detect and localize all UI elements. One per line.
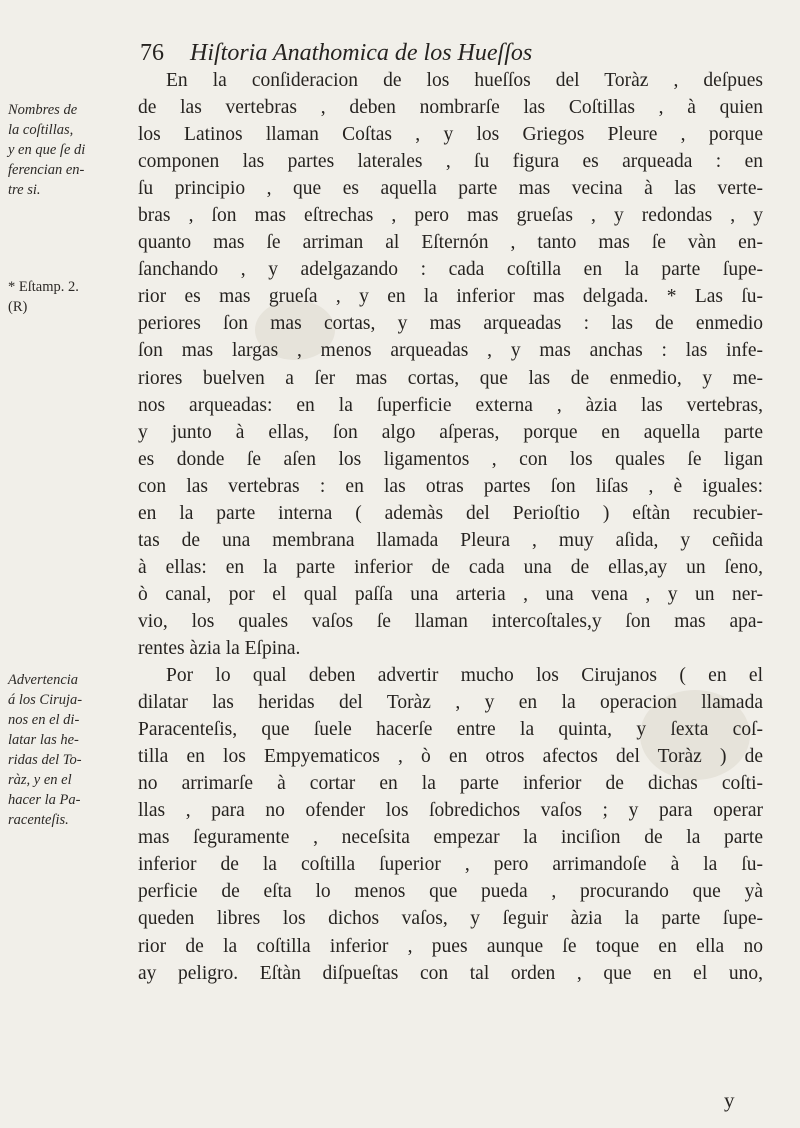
margin-note-line: ridas del To- — [8, 752, 82, 768]
margin-note-line: ferencian en- — [8, 162, 85, 178]
text-line: ſon mas largas , menos arqueadas , y mas anchas : las infe- — [138, 340, 763, 362]
catchword: y — [724, 1088, 735, 1112]
text-line: rentes àzia la Eſpina. — [138, 637, 301, 659]
margin-notes — [0, 0, 140, 1128]
text-line: y junto à ellas, ſon algo aſperas, porque en aquella parte — [138, 421, 763, 443]
text-line: dilatar las heridas del Toràz , y en la operacion llamada — [138, 692, 763, 714]
text-line: rior es mas grueſa , y en la inferior mas delgada. * Las ſu- — [138, 286, 763, 308]
text-line: ſanchando , y adelgazando : cada coſtilla en la parte ſupe- — [138, 259, 763, 281]
text-line: los Latinos llaman Coſtas , y los Griegos Pleure , porque — [138, 124, 763, 146]
margin-note-line: á los Ciruja- — [8, 692, 83, 708]
text-line: inferior de la coſtilla ſuperior , pero arrimandoſe à la ſu- — [138, 854, 763, 876]
text-line: En la conſideracion de los hueſſos del Toràz , deſpues — [166, 70, 763, 91]
margin-note-line: (R) — [8, 299, 28, 315]
margin-note-line: ràz, y en el — [8, 772, 72, 788]
text-line: nos arqueadas: en la ſuperficie externa , àzia las vertebras, — [138, 394, 763, 416]
body-text — [138, 67, 763, 987]
text-line: quanto mas ſe arriman al Eſternón , tanto mas ſe vàn en- — [138, 232, 763, 254]
text-line: periores ſon mas cortas, y mas arqueadas : las de enmedio — [138, 313, 763, 335]
running-title: Hiſtoria Anathomica de los Hueſſos — [190, 40, 533, 66]
text-line: ſu principio , que es aquella parte mas vecina à las verte- — [138, 178, 763, 200]
text-line: Por lo qual deben advertir mucho los Cirujanos ( en el — [166, 665, 763, 687]
text-line: de las vertebras , deben nombrarſe las Coſtillas , à quien — [138, 97, 763, 119]
text-line: Paracenteſis, que ſuele hacerſe entre la quinta, y ſexta coſ- — [138, 719, 763, 741]
text-line: es donde ſe aſen los ligamentos , con los quales ſe ligan — [138, 448, 763, 470]
text-line: à ellas: en la parte inferior de cada una de ellas,ay un ſeno, — [138, 556, 763, 578]
text-line: no arrimarſe à cortar en la parte inferior de dichas coſti- — [138, 773, 763, 795]
text-line: vio, los quales vaſos ſe llaman intercoſtales,y ſon mas apa- — [138, 610, 763, 632]
text-line: en la parte interna ( ademàs del Perioſtio ) eſtàn recubier- — [138, 502, 763, 524]
page-number: 76 — [140, 40, 164, 66]
margin-note-line: * Eſtamp. 2. — [8, 279, 79, 295]
text-line: bras , ſon mas eſtrechas , pero mas grueſas , y redondas , y — [138, 205, 763, 227]
margin-note-line: latar las he- — [8, 732, 79, 748]
margin-note-line: la coſtillas, — [8, 122, 74, 138]
margin-note-line: Advertencia — [8, 672, 79, 688]
margin-note-line: nos en el di- — [8, 712, 80, 728]
margin-note-line: racenteſis. — [8, 812, 69, 828]
text-line: mas ſeguramente , neceſsita empezar la inciſion de la parte — [138, 827, 763, 849]
text-line: componen las partes laterales , ſu figura es arqueada : en — [138, 151, 763, 173]
page-header — [140, 40, 700, 70]
margin-note-line: tre si. — [8, 182, 41, 198]
margin-note-line: y en que ſe di — [8, 142, 86, 158]
margin-note-advice — [8, 670, 133, 830]
text-line: rior de la coſtilla inferior , pues aunque ſe toque en ella no — [138, 935, 763, 957]
text-line: llas , para no ofender los ſobredichos vaſos ; y para operar — [138, 800, 763, 822]
text-line: ay peligro. Eſtàn diſpueſtas con tal orden , que en el uno, — [138, 962, 763, 984]
text-line: riores buelven a ſer mas cortas, que las de enmedio, y me- — [138, 367, 763, 389]
text-line: queden libres los dichos vaſos, y ſeguir àzia la parte ſupe- — [138, 908, 763, 930]
text-line: tas de una membrana llamada Pleura , muy aſida, y ceñida — [138, 529, 763, 551]
margin-note-line: Nombres de — [8, 102, 78, 118]
text-line: ò canal, por el qual paſſa una arteria , una vena , y un ner- — [138, 583, 763, 605]
margin-note-line: hacer la Pa- — [8, 792, 81, 808]
text-line: perficie de eſta lo menos que pueda , procurando que yà — [138, 881, 763, 903]
text-line: tilla en los Empyematicos , ò en otros afectos del Toràz ) de — [138, 746, 763, 768]
margin-note-plate — [8, 277, 133, 317]
text-line: con las vertebras : en las otras partes ſon liſas , è iguales: — [138, 475, 763, 497]
margin-note-names — [8, 100, 133, 200]
